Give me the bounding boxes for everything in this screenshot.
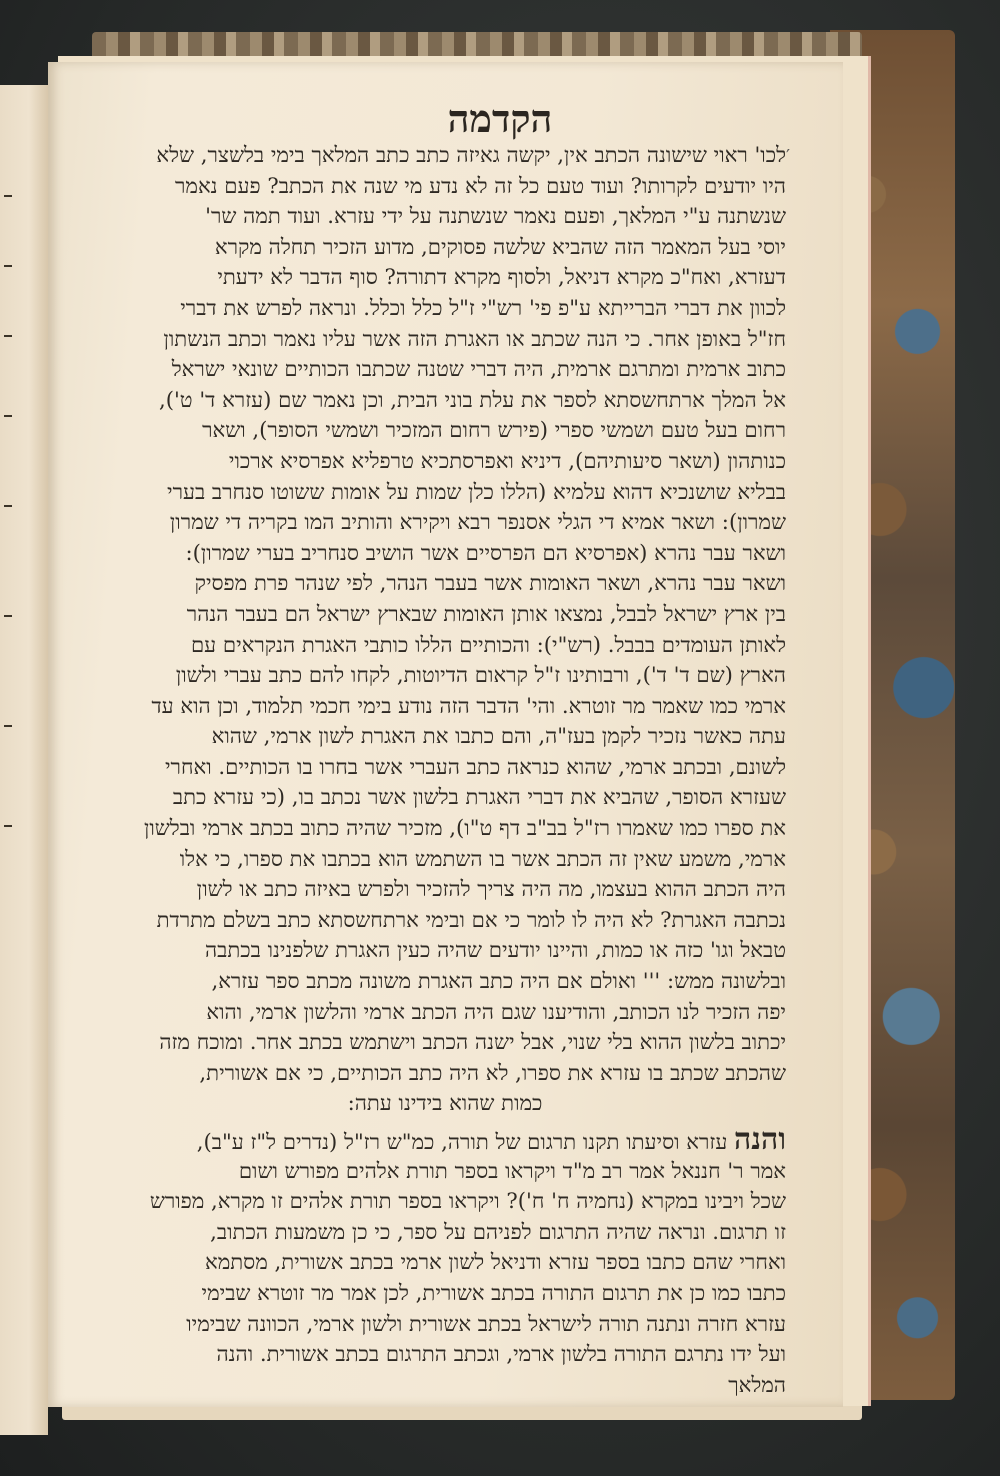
text-line: כתוב ארמית ומתרגם ארמית, היה דברי שטנה שכתבו הכותיים שונאי ישראל [171,356,786,382]
text-line [104,1125,786,1156]
text-line: כמות שהוא בידינו עתה: [347,1090,543,1116]
text-line: המלאך [728,1371,786,1397]
page-title: הקדמה [447,96,553,141]
text-line-rest: עזרא וסיעתו תקנו תרגום של תורה, כמ"ש רז"ל (נדרים ל"ז ע"ב), [196,1129,735,1154]
text-line: כנותהון (ושאר סיעותיהם), דיניא ואפרסתכיא טרפליא אפרסיא ארכוי [228,447,786,473]
text-line: יפה הזכיר לנו הכותב, והודיענו שגם היה הכתב ארמי והלשון ארמי, והוא [206,998,786,1024]
text-line: זו תרגום. ונראה שהיה התרגום לפניהם על ספר, כי כן משמעות הכתוב, [210,1218,786,1244]
text-line: ועל ידו נתרגם התורה בלשון ארמי, וגכתב התרגום בכתב אשורית. והנה [216,1341,786,1367]
text-line: כתבו כמו כן את תרגום התורה בכתב אשורית, לכן אמר מר זוטרא שבימי [201,1279,786,1305]
text-line: ובלשונה ממש: ''' ואולם אם היה כתב האגרת משונה מכתב ספר עזרא, [211,968,786,994]
text-line: עזרא חזרה ונתנה תורה לישראל בכתב אשורית ולשון ארמי, הכוונה שבימיו [186,1310,786,1336]
text-line: ארמי כמו שאמר מר זוטרא. והי' הדבר הזה נודע בימי חכמי תלמוד, וכן הוא עד [151,692,786,718]
text-line: עתה כאשר נזכיר לקמן בעז"ה, והם כתבו את האגרת לשון ארמי, שהוא [211,723,786,749]
text-line: הארץ (שם ד' ד'), ורבותינו ז"ל קראום הדיוטות, לקחו להם כתב עברי ולשון [175,662,786,688]
text-line: לכו' ראוי שישונה הכתב אין, יקשה גאיזה כתב כתב המלאך בימי בלשצר, שלא [156,142,786,167]
text-line: בבליא שושנכיא דהוא עלמיא (הללו כלן שמות על אומות ששוטו סנחרב בערי [167,478,786,504]
text-line: שעזרא הסופר, שהביא את דברי האגרת בלשון אשר נכתב בו, (כי עזרא כתב [172,784,786,810]
text-line: דעזרא, ואח"כ מקרא דניאל, ולסוף מקרא דתורה? סוף הדבר לא ידעתי [217,264,786,290]
text-line: ואחרי שהם כתבו בספר עזרא ודניאל לשון ארמי בכתב אשורית, מסתמא [204,1249,786,1275]
text-line: רחום בעל טעם ושמשי ספרי (פירש רחום המזכיר ושמשי הסופר), ושאר [202,417,786,443]
text-line: לשונם, ובכתב ארמי, שהוא כנראה כתב העברי אשר בחרו בו הכותיים. ואחרי [165,753,786,779]
text-line: חז"ל באופן אחר. כי הנה שכתב או האגרת הזה אשר עליו נאמר וכתב הנשתון [163,325,786,351]
text-line: היו יודעים לקרותו? ועוד טעם כל זה לא נדע מי שנה את הכתב? פעם נאמר [174,172,786,198]
page-body-text [104,140,786,1400]
text-line: ארמי, משמע שאין זה הכתב אשר בו השתמש הוא בכתבו את ספרו, כי אלו [179,845,786,871]
facing-page-edge [0,85,48,1435]
text-line: טבאל וגו' כזה או כמות, והיינו יודעים שהיה כעין האגרת שלפנינו בכתבה [204,937,786,963]
text-line: היה הכתב ההוא בעצמו, מה היה צריך להזכיר ולפרש באיזה כתב או לשון [196,876,786,902]
text-line: לכוון את דברי הברייתא ע"פ פי' רש"י ז"ל כלל וכלל. ונראה לפרש את דברי [180,294,786,320]
text-line: אמר ר' חננאל אמר רב מ"ד ויקראו בספר תורת אלהים מפורש ושום [238,1157,786,1183]
text-line: שמרון): ושאר אמיא די הגלי אסנפר רבא ויקירא והותיב המו בקריה די שמרון [169,509,786,535]
text-line: יוסי בעל המאמר הזה שהביא שלשה פסוקים, מדוע הזכיר תחלה מקרא [214,233,786,259]
text-line: אל המלך ארתחשסתא לספר את עלת בוני הבית, וכן נאמר שם (עזרא ד' ט'), [158,386,786,412]
margin-mark: ′ [786,146,791,167]
text-line: שנשתנה ע"י המלאך, ופעם נאמר שנשתנה על ידי עזרא. ועוד תמה שר' [205,203,786,229]
text-line: שכל ויבינו במקרא (נחמיה ח' ח')? ויקראו בספר תורת אלהים זו מקרא, מפורש [149,1188,786,1214]
section-opening-word: והנה [734,1125,786,1156]
text-line: בין ארץ ישראל לבבל, נמצאו אותן האומות שבארץ ישראל הם בעבר הנהר [186,600,786,626]
text-line: נכתבה האגרת? לא היה לו לומר כי אם ובימי ארתחשסתא כתב בשלם מתרדת [156,906,786,932]
text-line: ושאר עבר נהרא, ושאר האומות אשר בעבר הנהר, לפי שנהר פרת מפסיק [194,570,786,596]
text-line: שהכתב שכתב בו עזרא את ספרו, לא היה כתב הכותיים, כי אם אשורית, [199,1059,786,1085]
text-line: יכתוב בלשון ההוא בלי שנוי, אבל ישנה הכתב וישתמש בכתב אחר. ומוכח מזה [159,1029,786,1055]
text-line: לאותן העומדים בבבל. (רש"י): והכותיים הללו כותבי האגרת הנקראים עם [190,631,786,657]
text-line: את ספרו כמו שאמרו רז"ל בב"ב דף ט"ו), מזכיר שהיה כתוב בכתב ארמי ובלשון [143,815,786,841]
text-line: ושאר עבר נהרא (אפרסיא הם הפרסיים אשר הושיב סנחריב בערי שמרון): [185,539,786,565]
